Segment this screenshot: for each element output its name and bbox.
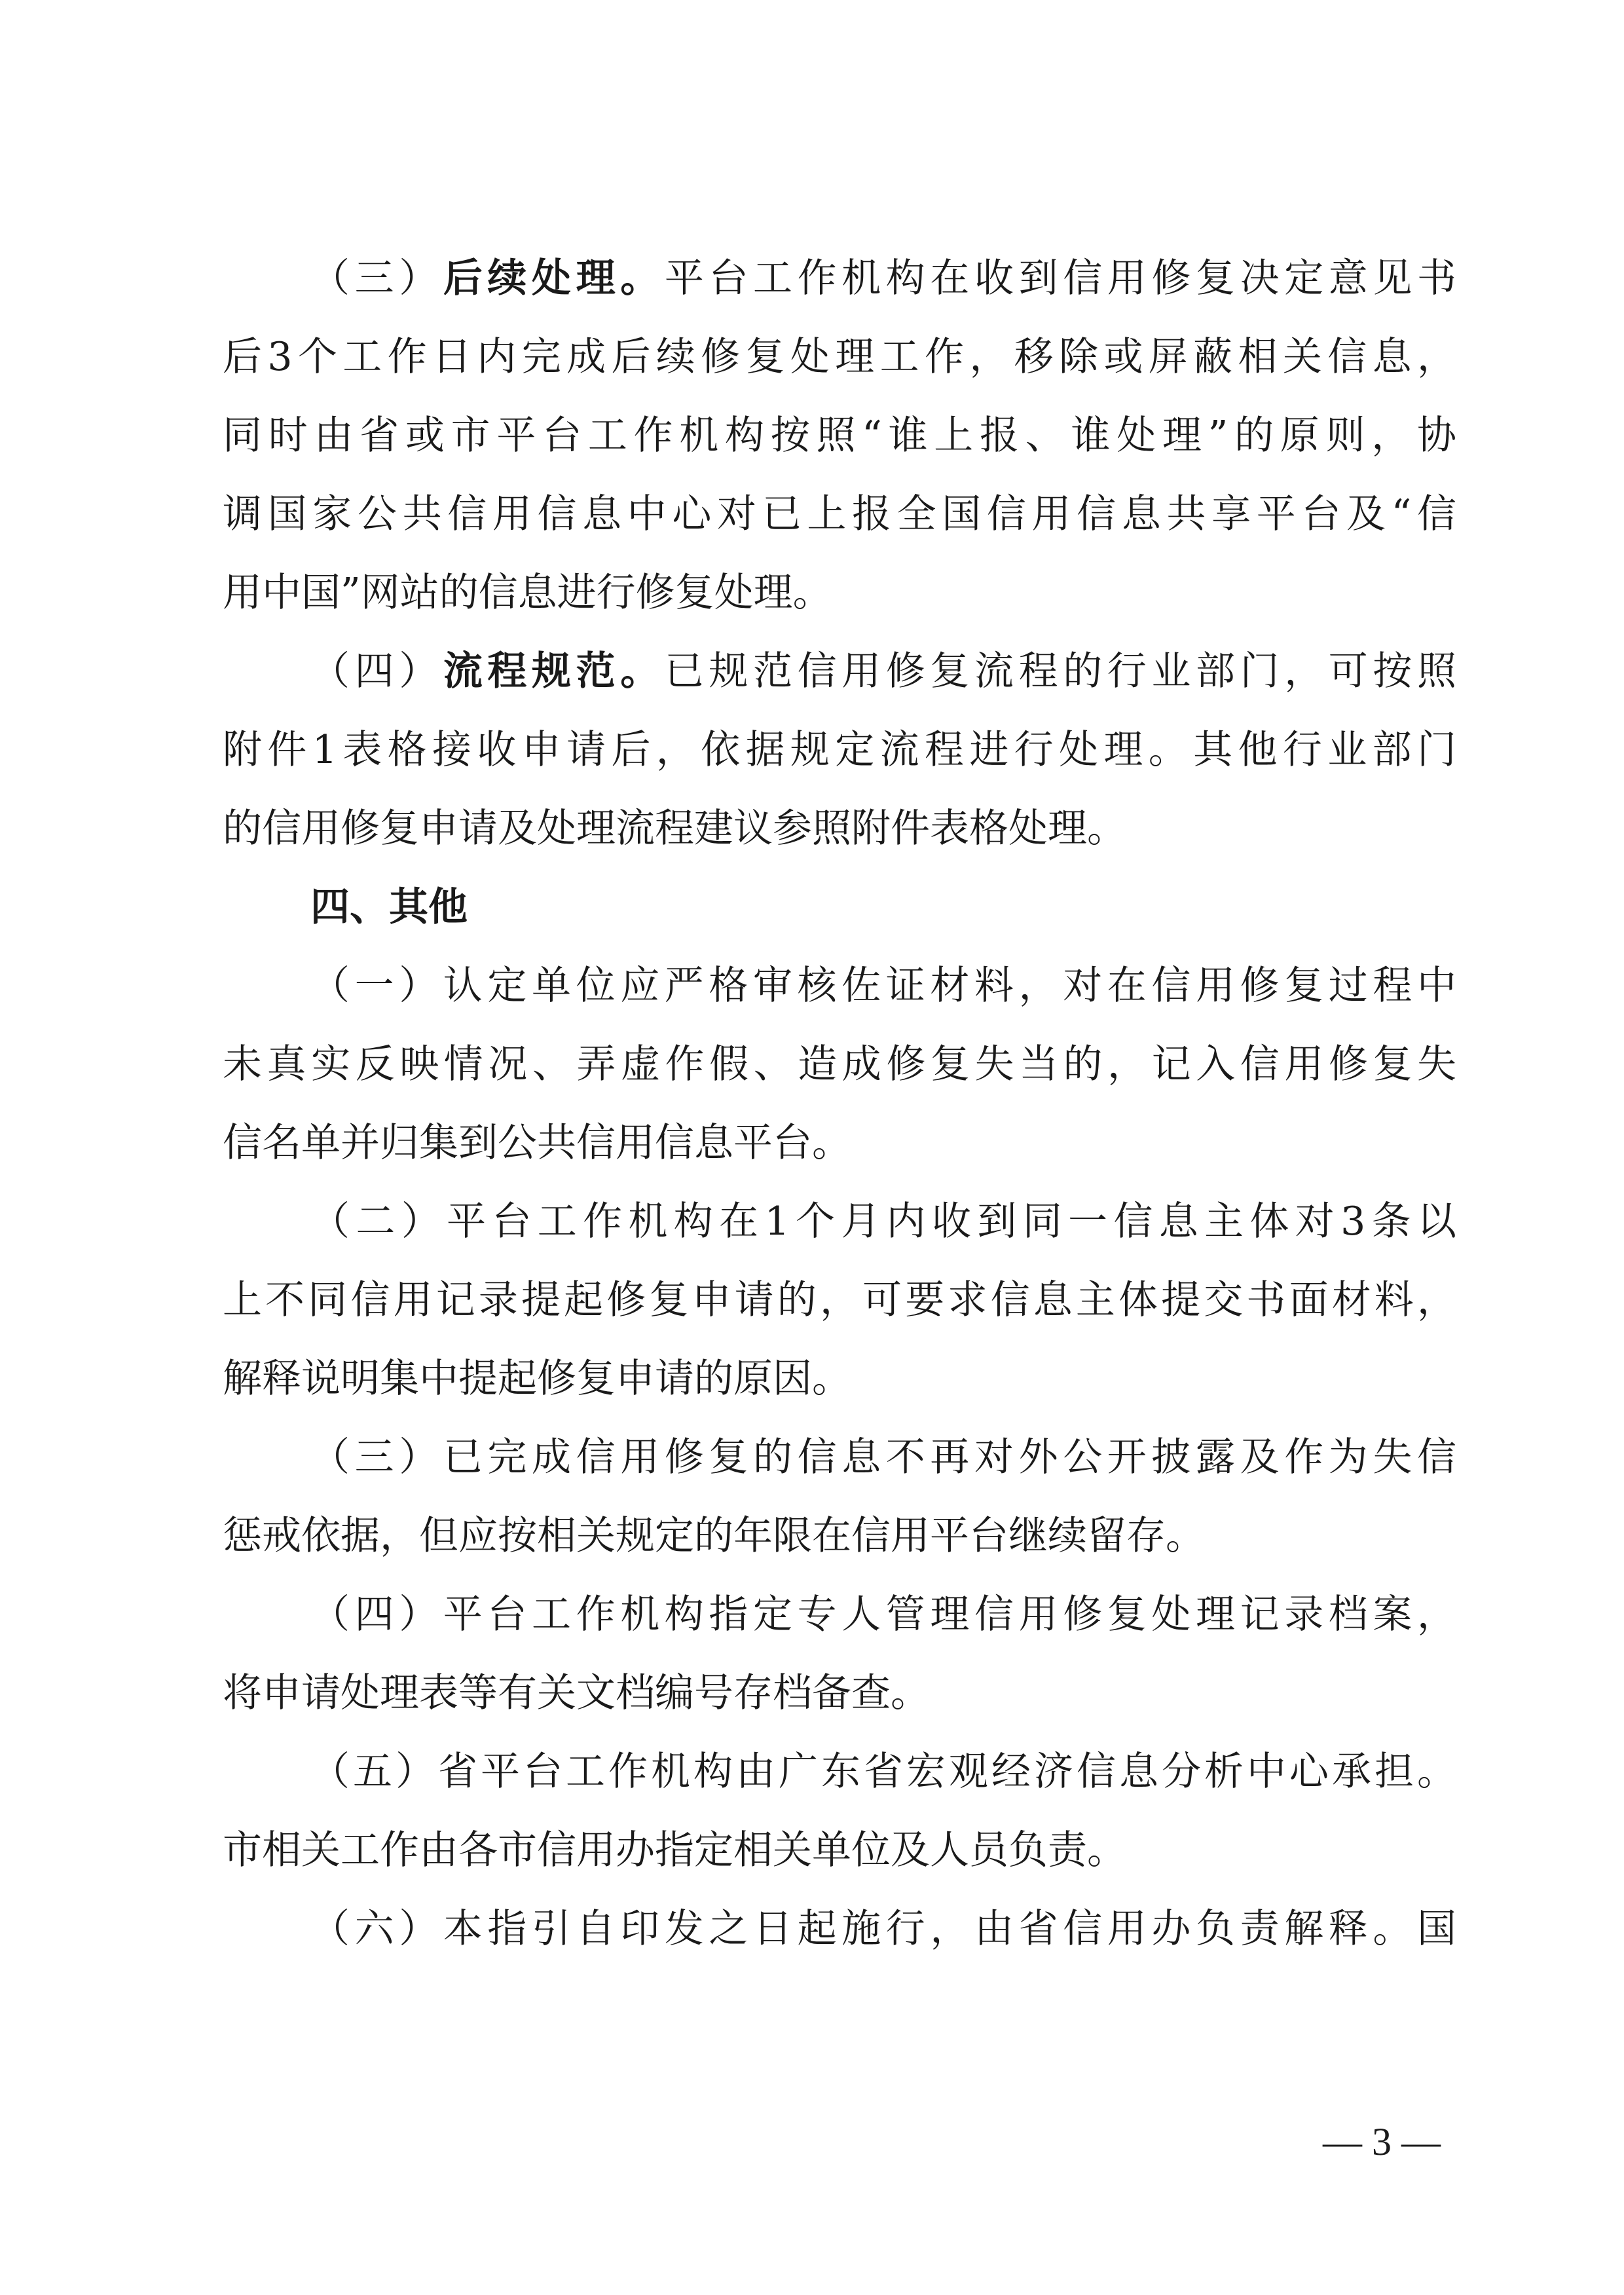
line-text: （一）认定单位应严格审核佐证材料，对在信用修复过程中 (310, 963, 1456, 1009)
line-text: 后3个工作日内完成后续修复处理工作，移除或屏蔽相关信息， (223, 334, 1456, 380)
line-text: 已规范信用修复流程的行业部门，可按照 (664, 648, 1457, 694)
paragraph-line (223, 1654, 1456, 1732)
heading-text: 四、其他 (310, 884, 468, 930)
line-text: 解释说明集中提起修复申请的原因。 (223, 1356, 851, 1402)
document-body (223, 239, 1456, 1968)
line-text: 信名单并归集到公共信用信息平台。 (223, 1120, 851, 1166)
line-text: 用中国”网站的信息进行修复处理。 (223, 570, 832, 616)
paragraph-line (223, 1575, 1456, 1654)
paragraph-line (223, 553, 1456, 632)
paragraph-line (223, 1182, 1456, 1261)
paragraph-line (223, 1732, 1456, 1811)
line-text: （五）省平台工作机构由广东省宏观经济信息分析中心承担。 (310, 1749, 1456, 1795)
line-text: （三）已完成信用修复的信息不再对外公开披露及作为失信 (310, 1434, 1456, 1480)
line-text: 调国家公共信用信息中心对已上报全国信用信息共享平台及“信 (223, 491, 1456, 537)
paragraph-line (223, 1418, 1456, 1497)
paragraph-title: 后续处理。 (443, 255, 665, 301)
line-text: （六）本指引自印发之日起施行，由省信用办负责解释。国 (310, 1906, 1456, 1952)
paragraph-line (223, 946, 1456, 1025)
page-number: — 3 — (1323, 2120, 1441, 2163)
line-text: 同时由省或市平台工作机构按照“谁上报、谁处理”的原则，协 (223, 413, 1456, 458)
paragraph-line (223, 1811, 1456, 1890)
line-text: 附件1表格接收申请后，依据规定流程进行处理。其他行业部门 (223, 727, 1456, 773)
paragraph-line (223, 711, 1456, 789)
line-text: 未真实反映情况、弄虚作假、造成修复失当的，记入信用修复失 (223, 1041, 1456, 1087)
line-text: 平台工作机构在收到信用修复决定意见书 (664, 255, 1457, 301)
paragraph-line (223, 632, 1456, 711)
paragraph-line (223, 1025, 1456, 1104)
line-text: 将申请处理表等有关文档编号存档备查。 (223, 1670, 930, 1716)
paragraph-line (223, 1339, 1456, 1418)
line-text: 的信用修复申请及处理流程建议参照附件表格处理。 (223, 806, 1126, 851)
line-text: 上不同信用记录提起修复申请的，可要求信息主体提交书面材料， (223, 1277, 1456, 1323)
paragraph-line (223, 1261, 1456, 1339)
paragraph-line (223, 1890, 1456, 1968)
paragraph-line (223, 1497, 1456, 1575)
line-text: 市相关工作由各市信用办指定相关单位及人员负责。 (223, 1827, 1126, 1873)
paragraph-line (223, 789, 1456, 868)
paragraph-title: 流程规范。 (443, 648, 665, 694)
paragraph-line (223, 318, 1456, 396)
section-heading (223, 868, 1456, 946)
paragraph-number: （三） (310, 255, 443, 301)
paragraph-line (223, 239, 1456, 318)
line-text: 惩戒依据，但应按相关规定的年限在信用平台继续留存。 (223, 1513, 1205, 1559)
paragraph-number: （四） (310, 648, 443, 694)
paragraph-line (223, 396, 1456, 475)
line-text: （四）平台工作机构指定专人管理信用修复处理记录档案， (310, 1592, 1456, 1637)
paragraph-line (223, 475, 1456, 553)
paragraph-line (223, 1104, 1456, 1182)
line-text: （二）平台工作机构在1个月内收到同一信息主体对3条以 (310, 1199, 1456, 1244)
